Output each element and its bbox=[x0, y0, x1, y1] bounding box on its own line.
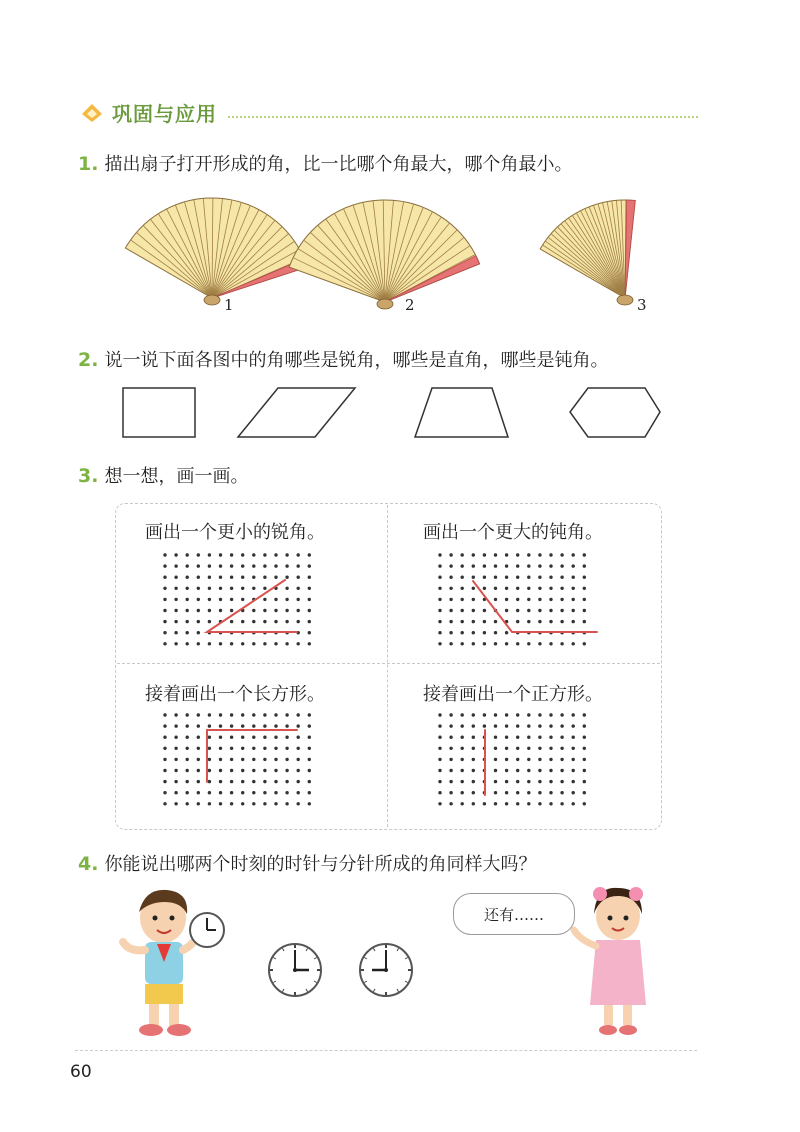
pencil-icon bbox=[80, 102, 104, 124]
girl-illustration bbox=[560, 880, 670, 1040]
question-2 bbox=[78, 346, 608, 372]
section-header bbox=[80, 98, 217, 127]
question-3 bbox=[78, 462, 248, 488]
hexagon-shape bbox=[570, 388, 660, 437]
fan-3-label: 3 bbox=[637, 296, 647, 314]
question-number: 2. bbox=[78, 349, 99, 371]
question-text: 你能说出哪两个时刻的时针与分针所成的角同样大吗？ bbox=[104, 854, 537, 875]
parallelogram-shape bbox=[238, 388, 355, 437]
rectangle-shape bbox=[123, 388, 195, 437]
grid-vertical-divider bbox=[387, 505, 388, 827]
grid-cell-title: 画出一个更小的锐角。 bbox=[145, 522, 325, 543]
clock-9-oclock bbox=[356, 940, 416, 1000]
trapezoid-shape bbox=[415, 388, 508, 437]
question-number: 4. bbox=[78, 853, 99, 875]
shapes-figure bbox=[110, 385, 670, 445]
question-number: 3. bbox=[78, 465, 99, 487]
speech-bubble-text: 还有…… bbox=[483, 905, 544, 924]
question-1 bbox=[78, 150, 572, 176]
grid-cell-title: 接着画出一个长方形。 bbox=[145, 684, 325, 705]
boy-clock-icon bbox=[187, 910, 227, 950]
footer-divider bbox=[75, 1050, 697, 1051]
section-divider bbox=[228, 116, 698, 118]
question-4 bbox=[78, 850, 536, 876]
fans-figure bbox=[100, 190, 680, 320]
fan-1 bbox=[125, 198, 307, 305]
clock-3-oclock bbox=[265, 940, 325, 1000]
question-text: 描出扇子打开形成的角，比一比哪个角最大，哪个角最小。 bbox=[104, 154, 573, 175]
grid-cell-title: 接着画出一个正方形。 bbox=[423, 684, 603, 705]
section-title: 巩固与应用 bbox=[112, 102, 217, 126]
boy-illustration bbox=[115, 880, 230, 1040]
drawing-grid-panel bbox=[115, 503, 662, 830]
page-number: 60 bbox=[70, 1062, 92, 1082]
fan-2 bbox=[289, 200, 479, 309]
grid-cell-title: 画出一个更大的钝角。 bbox=[423, 522, 603, 543]
fan-1-label: 1 bbox=[224, 296, 234, 314]
grid-horizontal-divider bbox=[117, 663, 660, 664]
question-text: 想一想，画一画。 bbox=[104, 466, 249, 487]
fan-2-label: 2 bbox=[405, 296, 415, 314]
speech-bubble bbox=[453, 893, 575, 935]
question-number: 1. bbox=[78, 153, 99, 175]
question-text: 说一说下面各图中的角哪些是锐角，哪些是直角，哪些是钝角。 bbox=[104, 350, 609, 371]
fan-3 bbox=[540, 200, 635, 305]
